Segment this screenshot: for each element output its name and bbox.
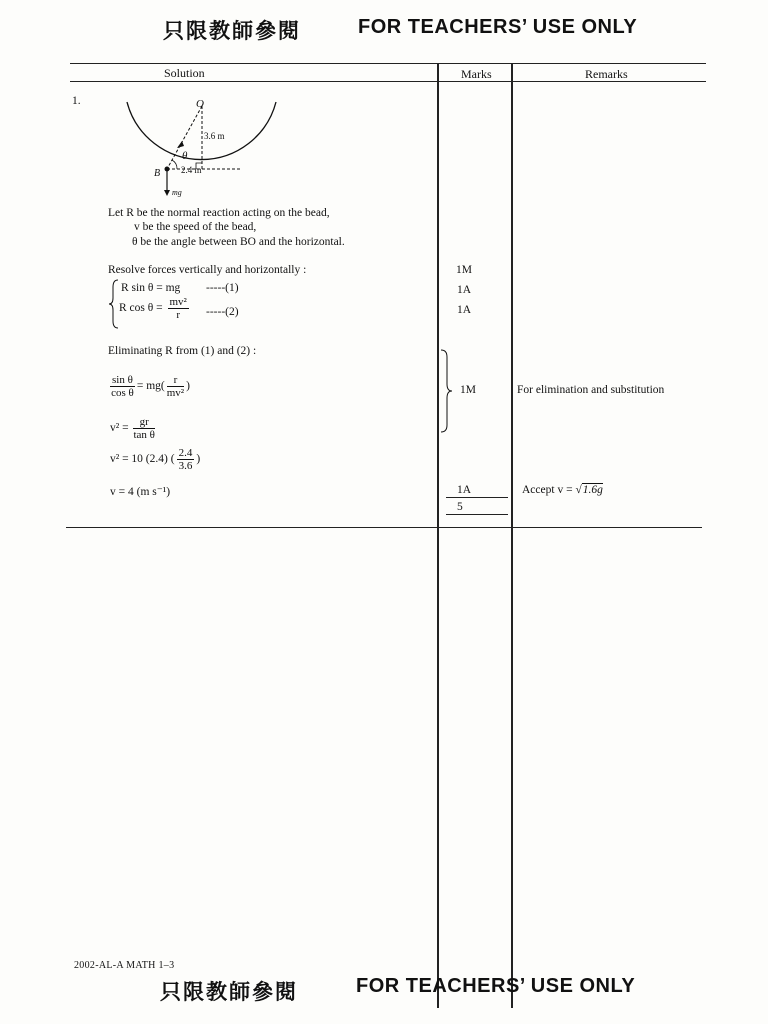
step1-frac2 [167,374,184,399]
eq2-lhs: R cos θ = [119,302,163,315]
footer-cjk: 只限教師參閱 [160,980,298,1004]
step2-den: tan θ [133,429,155,441]
header-cjk: 只限教師參閱 [163,19,301,43]
eq2-num: mv² [169,296,187,308]
resolve-line: Resolve forces vertically and horizontally : [108,264,307,276]
eq2-den: r [176,309,181,321]
weight-arrow-head [164,190,170,196]
mark-total: 5 [457,501,463,513]
label-mg: mg [172,188,182,197]
step3-den: 3.6 [178,460,193,472]
mark-1A-eq1: 1A [457,284,472,296]
mark-1M-elimination: 1M [460,384,476,396]
step1-num2: r [167,374,184,387]
eq2-tag: -----(2) [206,306,239,318]
marks-header: Marks [461,67,492,81]
footer-en: FOR TEACHERS’ USE ONLY [356,975,636,997]
header-en: FOR TEACHERS’ USE ONLY [358,16,638,38]
marks-column-left-rule [437,63,439,1008]
eq1-tag: -----(1) [206,282,239,294]
step3 [110,447,200,472]
step2-num: gr [133,416,154,429]
eq2-frac [168,296,189,321]
step3-frac [177,447,195,472]
step3-num: 2.4 [178,447,193,459]
label-theta: θ [182,150,188,162]
mark-1A-eq2: 1A [457,304,472,316]
let-line-1: Let R be the normal reaction acting on the bead, [108,207,330,219]
step2-lhs: v² = [110,422,129,435]
eq1-lhs: R sin θ = mg [121,282,181,294]
remarks-header: Remarks [585,67,628,81]
sqrt-sign: √ [575,484,582,496]
step1-frac1 [110,374,135,399]
label-B: B [154,168,161,179]
step4: v = 4 (m s⁻¹) [110,486,171,498]
let-line-3: θ be the angle between BO and the horizontal. [132,236,345,248]
step1-mid: = mg( [136,380,165,393]
remark-accept-sqrt: 1.6g [582,484,603,496]
eliminate-line: Eliminating R from (1) and (2) : [108,345,257,357]
table-top-rule [70,63,706,64]
step2 [110,416,157,441]
eq2 [119,296,191,321]
mark-1A-final: 1A [457,484,472,496]
bowl-arc [127,102,276,160]
label-O: O [196,98,204,110]
right-brace [440,349,454,433]
label-horizontal: 2.4 m [181,165,202,175]
footer-code: 2002-AL-A MATH 1–3 [74,960,175,971]
solution-header: Solution [164,66,205,80]
bowl-diagram [120,96,290,202]
total-rule-bottom [446,514,508,515]
normal-arrow-head [177,141,184,148]
step3-lhs: v² = 10 (2.4) ( [110,453,175,466]
step1-den1: cos θ [111,387,134,399]
step2-frac [133,416,154,441]
let-line-2: v be the speed of the bead, [134,221,257,233]
remark-accept-prefix: Accept v = [522,484,573,496]
theta-arc [172,160,177,169]
marks-column-right-rule [511,63,513,1008]
step1 [108,374,190,399]
label-radius: 3.6 m [204,131,225,141]
step1-den2: mv² [166,387,185,399]
remark-elimination: For elimination and substitution [517,384,665,396]
step1-num1: sin θ [112,374,133,386]
table-bottom-rule [66,527,702,528]
remark-accept [522,484,603,496]
question-number: 1. [72,95,81,107]
step3-end: ) [196,453,201,466]
total-rule-top [446,497,508,498]
mark-1M: 1M [456,264,472,276]
step1-end: ) [186,380,190,393]
